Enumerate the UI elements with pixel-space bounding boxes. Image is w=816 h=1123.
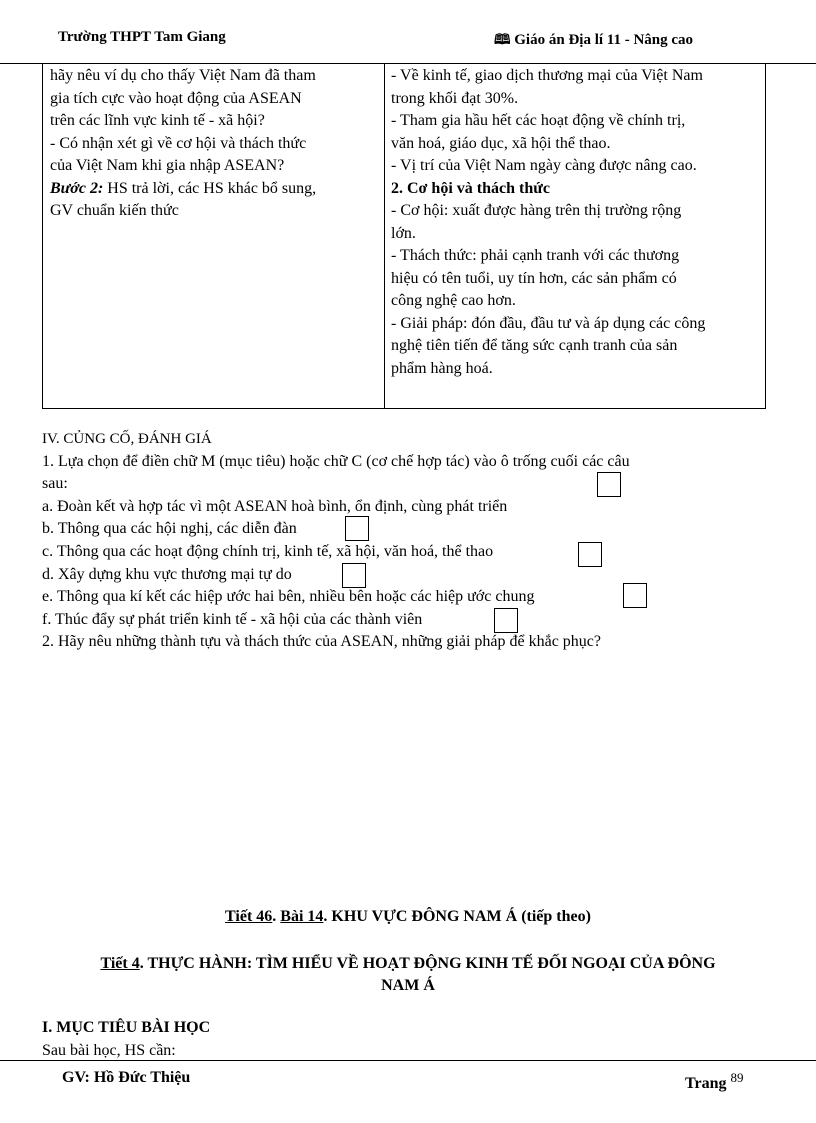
- question-1: 1. Lựa chọn để điền chữ M (mục tiêu) hoặc chữ C (cơ chế hợp tác) vào ô trống cuối các câu: [42, 452, 630, 470]
- right-line: - Vị trí của Việt Nam ngày càng được nâng cao.: [391, 157, 697, 174]
- right-line: hiệu có tên tuổi, uy tín hơn, các sản phẩm có: [391, 269, 677, 287]
- right-line: văn hoá, giáo dục, xã hội thể thao.: [391, 134, 611, 152]
- practice-title: [0, 953, 816, 975]
- practice-title-cont: NAM Á: [381, 977, 435, 994]
- tiet4-label: Tiết 4: [100, 955, 140, 972]
- tiet4-line1: . THỰC HÀNH: TÌM HIỂU VỀ HOẠT ĐỘNG KINH TẾ ĐỐI NGOẠI CỦA ĐÔNG: [139, 955, 716, 972]
- table-right-cell: [391, 65, 763, 380]
- page-label: Trang: [685, 1075, 727, 1092]
- doc-title-text: Giáo án Địa lí 11 - Nâng cao: [514, 32, 694, 48]
- left-line: GV chuẩn kiến thức: [50, 202, 179, 219]
- right-line: phẩm hàng hoá.: [391, 359, 493, 377]
- header-doc-title: [494, 29, 693, 53]
- bai-title: . KHU VỰC ĐÔNG NAM Á (tiếp theo): [323, 908, 591, 925]
- answer-box-e[interactable]: [623, 583, 647, 608]
- right-heading: 2. Cơ hội và thách thức: [391, 179, 550, 197]
- tiet-label: Tiết 46: [225, 908, 273, 925]
- answer-box-f[interactable]: [494, 608, 518, 633]
- answer-item-a: a. Đoàn kết và hợp tác vì một ASEAN hoà bình, ổn định, cùng phát triển: [42, 497, 508, 515]
- right-line: - Cơ hội: xuất được hàng trên thị trường rộng: [391, 202, 682, 219]
- left-line: gia tích cực vào hoạt động của ASEAN: [50, 89, 302, 107]
- answer-item-d: d. Xây dựng khu vực thương mại tự do: [42, 565, 292, 583]
- step-label: Bước 2:: [50, 179, 104, 197]
- objectives-intro: Sau bài học, HS cần:: [42, 1042, 176, 1059]
- answer-item-e: e. Thông qua kí kết các hiệp ước hai bên, nhiều bên hoặc các hiệp ước chung: [42, 588, 535, 606]
- answer-box-c[interactable]: [578, 542, 602, 567]
- right-line: - Thách thức: phải cạnh tranh với các thương: [391, 247, 680, 264]
- left-line: của Việt Nam khi gia nhập ASEAN?: [50, 157, 285, 174]
- left-line: - Có nhận xét gì về cơ hội và thách thức: [50, 134, 307, 152]
- question-1-cont: sau:: [42, 475, 68, 493]
- tiet-dot: .: [272, 908, 277, 925]
- right-line: - Giải pháp: đón đầu, đầu tư và áp dụng các công: [391, 314, 706, 332]
- bai-label: Bài 14: [280, 908, 324, 925]
- answer-item-c: c. Thông qua các hoạt động chính trị, kinh tế, xã hội, văn hoá, thể thao: [42, 542, 494, 560]
- right-line: công nghệ cao hơn.: [391, 292, 516, 309]
- right-line: - Về kinh tế, giao dịch thương mại của Việt Nam: [391, 67, 703, 84]
- left-line: trên các lĩnh vực kinh tế - xã hội?: [50, 112, 265, 129]
- answer-box-d[interactable]: [342, 563, 366, 588]
- answer-box-b[interactable]: [345, 516, 369, 541]
- header-school: Trường THPT Tam Giang: [58, 29, 226, 45]
- answer-item-f: f. Thúc đẩy sự phát triển kinh tế - xã hội của các thành viên: [42, 610, 423, 628]
- left-line: hãy nêu ví dụ cho thấy Việt Nam đã tham: [50, 67, 316, 84]
- footer-page: [685, 1070, 743, 1093]
- footer-rule: [0, 1060, 816, 1061]
- table-left-cell: [50, 65, 380, 223]
- review-heading: IV. CỦNG CỐ, ĐÁNH GIÁ: [42, 431, 212, 447]
- review-section: [42, 428, 630, 654]
- answer-box-a[interactable]: [597, 472, 621, 497]
- answer-item-b: b. Thông qua các hội nghị, các diễn đàn: [42, 520, 297, 538]
- right-line: lớn.: [391, 224, 416, 242]
- question-2: 2. Hãy nêu những thành tựu và thách thức của ASEAN, những giải pháp để khắc phục?: [42, 633, 601, 651]
- right-line: nghệ tiên tiến để tăng sức cạnh tranh của sản: [391, 337, 678, 354]
- step-text: HS trả lời, các HS khác bổ sung,: [103, 179, 317, 197]
- footer-teacher: GV: Hồ Đức Thiệu: [62, 1069, 191, 1086]
- right-line: trong khối đạt 30%.: [391, 89, 519, 107]
- table-divider: [384, 63, 385, 409]
- left-step-line: [50, 178, 380, 201]
- book-icon: 🕮: [494, 32, 511, 48]
- page-number: 89: [730, 1070, 744, 1085]
- lesson-title: [0, 906, 816, 928]
- objectives-heading: I. MỤC TIÊU BÀI HỌC: [42, 1019, 211, 1036]
- right-line: - Tham gia hầu hết các hoạt động về chính trị,: [391, 112, 686, 129]
